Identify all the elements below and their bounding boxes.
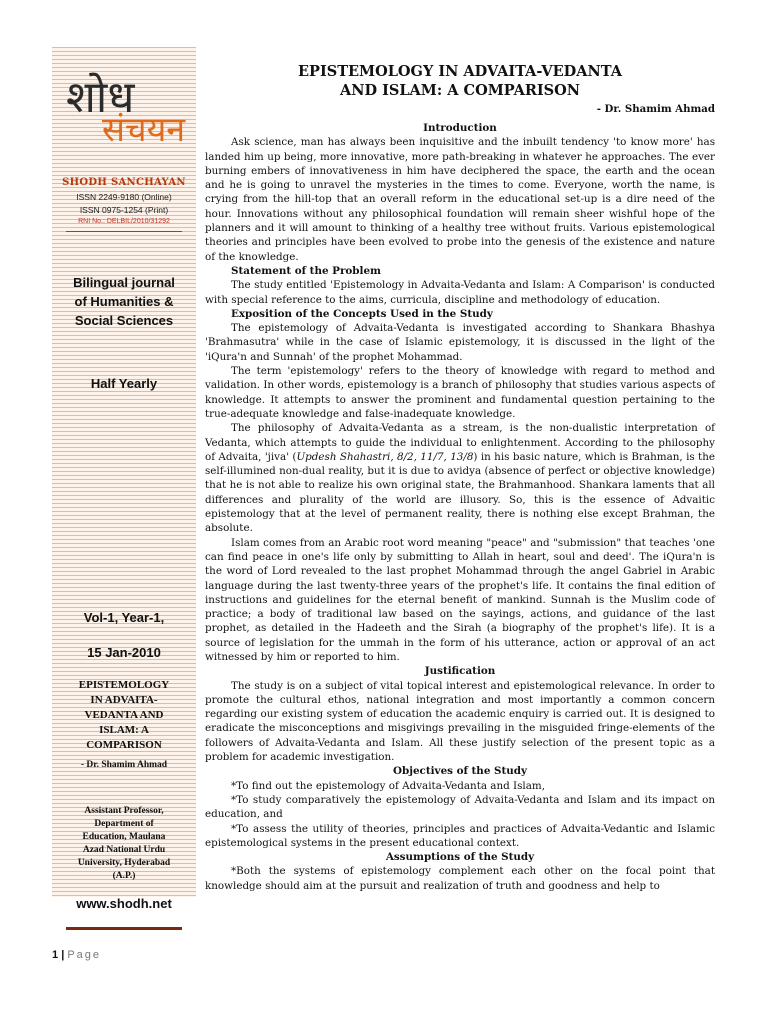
page-label: Page	[67, 949, 102, 961]
footer-separator: |	[61, 949, 65, 961]
section-heading-objectives: Objectives of the Study	[392, 765, 528, 778]
affiliation-line: Education, Maulana	[82, 832, 166, 842]
section-heading-justification: Justification	[424, 665, 496, 678]
objective-item: *To study comparatively the epistemology of Advaita-Vedanta and Islam and its impact on education, and	[205, 793, 715, 821]
affiliation-line: Department of	[94, 819, 154, 829]
paragraph-text: ) in his basic nature, which is Brahman, is the self-illumined non-dual reality, but it is due to avidya (absence of perfect or objective knowledge) that he is not able to realize his own original state, the Brahmanhood. Shankara laments that all differences and plurality of the world are illusory. So, this is the essence of Advaitic epistemology that at the level of permanent reality, there is nothing else except Brahman, the absolute.	[205, 450, 715, 535]
affiliation-line: Assistant Professor,	[84, 806, 164, 816]
sidebar-divider	[66, 231, 182, 232]
section-heading-introduction: Introduction	[423, 122, 497, 134]
citation: Updesh Shahastri, 8/2, 11/7, 13/8	[296, 450, 474, 463]
journal-logo	[62, 65, 188, 169]
issn-print: ISSN 0975-1254 (Print)	[79, 205, 169, 215]
author-affiliation	[52, 805, 196, 883]
affiliation-line: Azad National Urdu	[82, 845, 166, 855]
website-link[interactable]: www.shodh.net	[76, 896, 172, 911]
journal-name: SHODH SANCHAYAN	[62, 177, 186, 188]
paragraph-concepts-3	[205, 421, 715, 535]
paragraph-justification: The study is on a subject of vital topical interest and epistemological relevance. In order to promote the cultural ethos, national integration and most importantly a common concern regarding our existing system of education the academic enquiry is carried out. It is designed to eradicate the misconceptions and misgivings prevailing in the misguided fringe-elements of the followers of Advaita-Vedanta and Islam. All these justify selection of the present topic as a problem for academic investigation.	[205, 679, 715, 764]
article-title	[205, 62, 715, 100]
paragraph-concepts-1: The epistemology of Advaita-Vedanta is investigated according to Shankara Bhashya 'Brahmasutra' while in the case of Islamic epistemology, it is discussed in the light of the 'iQura'n and Sunnah' of the prophet Mohammad.	[205, 322, 715, 363]
sidebar-title-line: VEDANTA AND	[84, 709, 164, 721]
page-number: 1	[52, 949, 59, 961]
volume-info: Vol-1, Year-1,	[83, 610, 165, 625]
title-line: AND ISLAM: A COMPARISON	[339, 82, 581, 99]
paragraph-concepts-4: Islam comes from an Arabic root word meaning "peace" and "submission" that teaches 'one can find peace in one's life only by submitting to Allah in heart, soul and deed'. The iQura'n is the word of Lord revealed to the last prophet Mohammad through the angel Gabriel in Arabic language during the last twenty-three years of the prophet's life. It contains the final edition of instructions and guidelines for the eternal benefit of mankind. Sunnah is the Muslim code of practice; a body of traditional law based on the sayings, actions, and guidance of the last prophet, as detailed in the Hadeeth and the Sirah (a biography of the prophet's life). It is a source of legislation for the ummah in the form of his utterance, action or approval of an act witnessed by him or reported to him.	[205, 536, 715, 663]
paragraph-text: The philosophy of Advaita-Vedanta as a stream, is the non-dualistic interpretation of Vedanta, which attempts to guide the individual to enlightenment. According to the philosophy of Advaita, 'jiva' (	[205, 422, 715, 463]
page-footer	[52, 949, 101, 961]
section-heading-concepts: Exposition of the Concepts Used in the Study	[231, 307, 493, 320]
sidebar-bottom-bar	[66, 927, 182, 930]
description-line: Social Sciences	[74, 313, 174, 328]
objective-item: *To assess the utility of theories, principles and practices of Advaita-Vedantic and Islamic epistemological systems in the present educational context.	[205, 822, 715, 849]
sidebar-title-line: EPISTEMOLOGY	[78, 679, 170, 691]
article	[205, 62, 715, 893]
description-line: of Humanities &	[74, 294, 174, 309]
sidebar-title-line: COMPARISON	[86, 739, 162, 751]
affiliation-line: (A.P.)	[112, 871, 136, 881]
title-line: EPISTEMOLOGY IN ADVAITA-VEDANTA	[298, 63, 622, 80]
publication-frequency: Half Yearly	[90, 376, 158, 391]
description-line: Bilingual journal	[73, 275, 175, 290]
section-heading-assumptions: Assumptions of the Study	[385, 851, 535, 864]
article-author: - Dr. Shamim Ahmad	[596, 103, 715, 115]
article-body	[205, 121, 715, 893]
sidebar-title-line: IN ADVAITA-	[90, 694, 158, 706]
paragraph-assumptions: *Both the systems of epistemology complement each other on the focal point that knowledge should aim at the pursuit and realization of truth and goodness and help to	[205, 865, 715, 892]
affiliation-line: University, Hyderabad	[77, 858, 171, 868]
sidebar-article-title	[52, 678, 196, 753]
sidebar-title-line: ISLAM: A	[99, 724, 149, 736]
journal-sidebar	[52, 47, 196, 911]
paragraph-introduction: Ask science, man has always been inquisitive and the inbuilt tendency 'to know more' has landed him up being, more innovative, more path-breaking in whatever he approaches. The ever burning embers of innovativeness in him have deciphered the space, the earth and the ocean and he is going to unravel the mysteries in the times to come. Everyone, worth the name, is crying from the hill-top that an overall reform in the educational set-up is a dire need of the hour. Innovations without any philosophical foundation will remain sheer wishful hope of the planners and it will amount to thinking of a healthy tree without fruits. Various epistemological theories and principles have been evolved to probe into the genesis of the existence and nature of the knowledge.	[205, 136, 715, 263]
objective-item: *To find out the epistemology of Advaita-Vedanta and Islam,	[231, 779, 546, 792]
logo-text-sanchayan: संचयन	[102, 110, 186, 150]
logo-text-shodh: शोध	[66, 72, 135, 123]
paragraph-problem: The study entitled 'Epistemology in Advaita-Vedanta and Islam: A Comparison' is conducted with special reference to the aims, curricula, discipline and methodology of education.	[205, 279, 715, 306]
rni-number: RNI No.: DELBIL/2010/31292	[78, 218, 170, 225]
journal-description	[52, 273, 196, 330]
paragraph-concepts-2: The term 'epistemology' refers to the theory of knowledge with regard to method and validation. In other words, epistemology is a branch of philosophy that studies various aspects of knowledge. It attempts to answer the prominent and fundamental question pertaining to the true-adequate knowledge and false-inadequate knowledge.	[205, 365, 715, 420]
issue-date: 15 Jan-2010	[87, 645, 161, 660]
issn-online: ISSN 2249-9180 (Online)	[76, 192, 172, 202]
sidebar-author: - Dr. Shamim Ahmad	[80, 760, 168, 770]
section-heading-problem: Statement of the Problem	[231, 264, 381, 277]
